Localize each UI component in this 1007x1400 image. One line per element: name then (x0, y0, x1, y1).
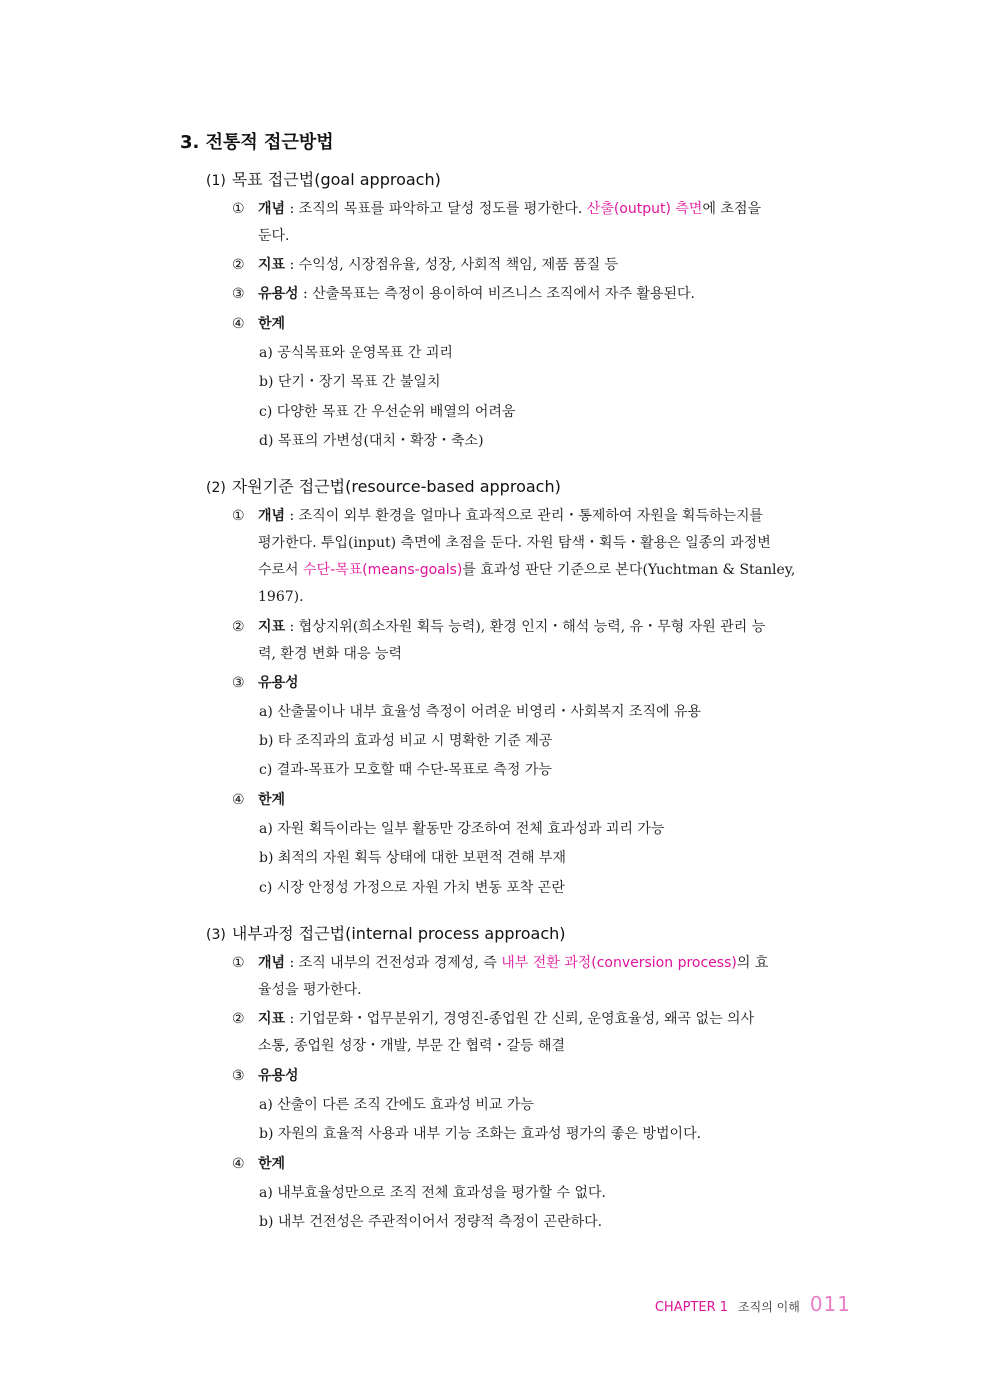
item-text: : 기업문화・업무분위기, 경영진-종업원 간 신뢰, 운영효율성, 왜곡 없는 의사 (285, 1011, 755, 1027)
item-label: 지표 (258, 257, 286, 273)
list-item: b) 자원의 효율적 사용과 내부 기능 조화는 효과성 평가의 좋은 방법이다. (259, 1126, 702, 1142)
item-limits (232, 311, 852, 338)
chapter-label: CHAPTER 1 (654, 1300, 729, 1315)
list-item: b) 타 조직과의 효과성 비교 시 명확한 기준 제공 (259, 733, 553, 749)
item-label: 유용성 (258, 675, 299, 691)
item-label: 지표 (258, 619, 286, 635)
section-title: 3. 전통적 접근방법 (180, 132, 334, 153)
page-number: 011 (809, 1292, 851, 1316)
item-text: 에 초점을 (702, 201, 761, 217)
item-label: 한계 (258, 792, 286, 808)
item-limits (232, 787, 852, 814)
item-label: 유용성 (258, 1068, 299, 1084)
page-footer (655, 1292, 851, 1316)
item-text-continued: 둔다. (258, 228, 290, 244)
list-item: c) 다양한 목표 간 우선순위 배열의 어려움 (259, 404, 516, 420)
subsection-heading: 자원기준 접근법(resource-based approach) (231, 477, 561, 496)
item-text: : 조직의 목표를 파악하고 달성 정도를 평가한다. (285, 201, 587, 217)
item-concept (232, 503, 852, 611)
subsection-number: (1) (206, 173, 226, 189)
item-text: : 조직 내부의 건전성과 경제성, 즉 (285, 955, 502, 971)
circled-number: ④ (232, 792, 245, 808)
highlight-text: 내부 전환 과정(conversion process) (501, 955, 737, 971)
item-usefulness (232, 281, 852, 308)
item-indicators (232, 1006, 852, 1060)
circled-number: ③ (232, 675, 245, 691)
list-item: a) 공식목표와 운영목표 간 괴리 (259, 345, 453, 361)
circled-number: ① (232, 201, 245, 217)
subsection-number: (3) (206, 927, 226, 943)
subsection-heading: 내부과정 접근법(internal process approach) (231, 924, 566, 943)
highlight-text: 산출(output) 측면 (586, 201, 703, 217)
list-item: b) 최적의 자원 획득 상태에 대한 보편적 견해 부재 (259, 850, 566, 866)
circled-number: ② (232, 257, 245, 273)
item-indicators (232, 614, 852, 668)
item-text: : 협상지위(희소자원 획득 능력), 환경 인지・해석 능력, 유・무형 자원 관리 능 (285, 619, 766, 635)
subsection-title-internal (206, 921, 566, 944)
item-usefulness (232, 1063, 852, 1090)
list-item: c) 결과-목표가 모호할 때 수단-목표로 측정 가능 (259, 762, 552, 778)
item-label: 유용성 (258, 286, 299, 302)
item-label: 지표 (258, 1011, 286, 1027)
list-item: c) 시장 안정성 가정으로 자원 가치 변동 포착 곤란 (259, 880, 565, 896)
circled-number: ③ (232, 286, 245, 302)
list-item: a) 자원 획득이라는 일부 활동만 강조하여 전체 효과성과 괴리 가능 (259, 821, 665, 837)
item-text: : 조직이 외부 환경을 얼마나 효과적으로 관리・통제하여 자원을 획득하는지를 (285, 508, 764, 524)
subsection-number: (2) (206, 480, 226, 496)
item-text-continued: 력, 환경 변화 대응 능력 (258, 646, 402, 662)
item-label: 한계 (258, 1156, 286, 1172)
list-item: a) 내부효율성만으로 조직 전체 효과성을 평가할 수 없다. (259, 1185, 606, 1201)
list-item: d) 목표의 가변성(대치・확장・축소) (259, 433, 484, 449)
list-item: a) 산출이 다른 조직 간에도 효과성 비교 가능 (259, 1097, 534, 1113)
circled-number: ① (232, 508, 245, 524)
circled-number: ① (232, 955, 245, 971)
highlight-text: 수단-목표(means-goals) (303, 562, 463, 578)
item-label: 개념 (258, 201, 286, 217)
item-text: : 산출목표는 측정이 용이하여 비즈니스 조직에서 자주 활용된다. (298, 286, 695, 302)
item-label: 한계 (258, 316, 286, 332)
item-text: : 수익성, 시장점유율, 성장, 사회적 책임, 제품 품질 등 (285, 257, 619, 273)
subsection-title-resource (206, 474, 561, 497)
list-item: b) 단기・장기 목표 간 불일치 (259, 374, 441, 390)
list-item: b) 내부 건전성은 주관적이어서 정량적 측정이 곤란하다. (259, 1214, 603, 1230)
item-concept (232, 196, 852, 250)
item-limits (232, 1151, 852, 1178)
circled-number: ④ (232, 316, 245, 332)
item-text-continued: 소통, 종업원 성장・개발, 부문 간 협력・갈등 해결 (258, 1038, 566, 1054)
chapter-title: 조직의 이해 (738, 1300, 800, 1314)
subsection-heading: 목표 접근법(goal approach) (231, 170, 441, 189)
item-usefulness (232, 670, 852, 697)
item-text: 의 효 (736, 955, 769, 971)
circled-number: ④ (232, 1156, 245, 1172)
item-text-continued: 1967). (258, 589, 304, 605)
item-label: 개념 (258, 955, 286, 971)
item-label: 개념 (258, 508, 286, 524)
circled-number: ③ (232, 1068, 245, 1084)
list-item: a) 산출물이나 내부 효율성 측정이 어려운 비영리・사회복지 조직에 유용 (259, 704, 702, 720)
item-text-continued: 를 효과성 판단 기준으로 본다(Yuchtman & Stanley, (462, 562, 796, 578)
subsection-title-goal (206, 167, 441, 190)
item-indicators (232, 252, 852, 279)
item-text-continued: 평가한다. 투입(input) 측면에 초점을 둔다. 자원 탐색・획득・활용은 일종의 과정변 (258, 535, 771, 551)
item-text-continued: 수로서 (258, 562, 304, 578)
circled-number: ② (232, 1011, 245, 1027)
item-concept (232, 950, 852, 1004)
item-text-continued: 율성을 평가한다. (258, 982, 362, 998)
circled-number: ② (232, 619, 245, 635)
